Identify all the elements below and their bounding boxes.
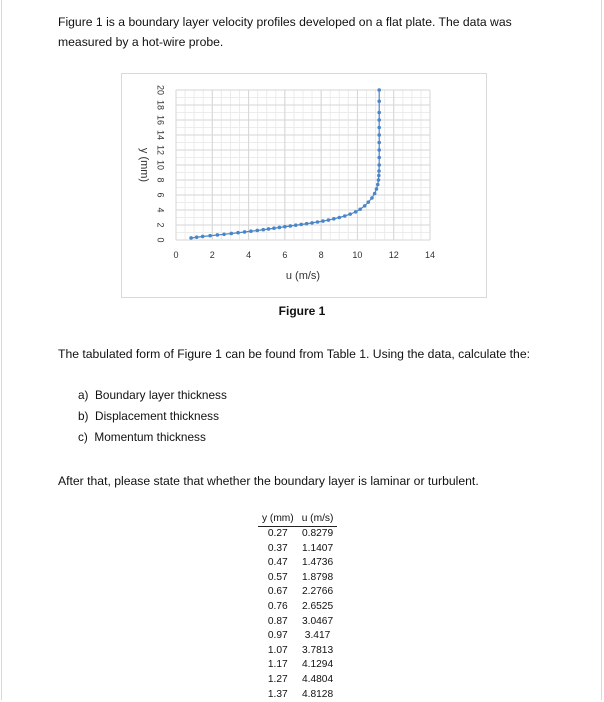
data-point	[321, 219, 325, 223]
y-tick-label: 8	[155, 177, 166, 183]
table-1	[258, 512, 337, 702]
data-point	[272, 226, 276, 230]
y-tick-label: 12	[155, 144, 166, 156]
data-point	[377, 88, 381, 92]
task-item: a) Boundary layer thickness	[78, 388, 227, 402]
y-tick-label: 10	[155, 159, 166, 171]
data-point	[377, 99, 381, 103]
x-axis-label: u (m/s)	[285, 270, 321, 282]
data-point	[332, 217, 336, 221]
data-point	[267, 227, 271, 231]
x-tick-label: 0	[173, 250, 179, 260]
data-point	[289, 224, 293, 228]
cell-y: 0.57	[267, 571, 288, 583]
data-point	[373, 192, 377, 196]
data-point	[376, 183, 380, 187]
data-point	[358, 207, 362, 211]
cell-u: 0.8279	[301, 528, 334, 539]
x-tick-label: 2	[209, 250, 215, 260]
table-row	[258, 644, 337, 659]
instruction-paragraph: After that, please state that whether the boundary layer is laminar or turbulent.	[58, 474, 479, 488]
x-tick-label: 10	[352, 250, 363, 260]
data-point	[261, 228, 265, 232]
cell-u: 3.417	[304, 630, 331, 642]
data-point	[305, 222, 309, 226]
figure-1-chart	[121, 73, 487, 298]
data-point	[377, 118, 381, 122]
table-row	[258, 585, 337, 600]
cell-u: 2.2766	[301, 586, 334, 598]
y-tick-label: 4	[155, 207, 166, 213]
table-row	[258, 658, 337, 673]
data-point	[195, 235, 199, 239]
table-row	[258, 600, 337, 615]
cell-y: 0.76	[267, 600, 288, 612]
y-axis-label: y (mm)	[138, 147, 151, 183]
cell-y: 1.07	[267, 644, 288, 656]
cell-u: 3.7813	[301, 644, 334, 656]
data-point	[294, 223, 298, 227]
table-row	[258, 673, 337, 688]
task-item: c) Momentum thickness	[78, 430, 206, 444]
data-point	[377, 111, 381, 115]
data-point	[327, 218, 331, 222]
page-edge-left	[1, 0, 2, 700]
cell-y: 0.27	[267, 528, 288, 539]
data-point	[367, 200, 371, 204]
data-point	[243, 230, 247, 234]
table-row	[258, 542, 337, 557]
data-point	[375, 187, 379, 191]
data-point	[283, 225, 287, 229]
data-point	[377, 169, 381, 173]
x-tick-label: 12	[388, 250, 399, 260]
data-point	[377, 133, 381, 137]
data-point	[354, 210, 358, 214]
x-tick-label: 4	[246, 250, 252, 260]
data-point	[377, 163, 381, 167]
cell-y: 0.47	[267, 557, 288, 569]
data-point	[316, 220, 320, 224]
data-point	[348, 212, 352, 216]
column-header-y: y (mm)	[258, 512, 298, 527]
task-item: b) Displacement thickness	[78, 409, 219, 423]
cell-y: 0.97	[267, 630, 288, 642]
x-tick-label: 8	[318, 250, 324, 260]
y-tick-label: 16	[155, 114, 166, 126]
column-header-u: u (m/s)	[298, 512, 338, 527]
cell-u: 4.4804	[301, 673, 334, 685]
cell-y: 1.27	[267, 673, 288, 685]
cell-u: 1.1407	[301, 542, 334, 554]
cell-y: 1.17	[267, 659, 288, 671]
data-point	[208, 234, 212, 238]
cell-y: 0.67	[267, 586, 288, 598]
task-list	[78, 385, 227, 448]
data-point	[363, 204, 367, 208]
table-intro-paragraph: The tabulated form of Figure 1 can be found from Table 1. Using the data, calculate the:	[58, 347, 530, 361]
y-tick-label: 0	[155, 237, 166, 243]
data-point	[249, 229, 253, 233]
data-point	[278, 226, 282, 230]
cell-u: 4.8128	[301, 688, 334, 700]
cell-u: 4.1294	[301, 659, 334, 671]
data-point	[377, 156, 381, 160]
table-row	[258, 615, 337, 630]
data-point	[310, 221, 314, 225]
data-point	[236, 231, 240, 235]
velocity-profile-plot	[122, 74, 486, 297]
cell-u: 2.6525	[301, 600, 334, 612]
data-point	[377, 178, 381, 182]
cell-y: 1.37	[267, 688, 288, 700]
data-point	[222, 233, 226, 237]
table-row	[258, 556, 337, 571]
table-row	[258, 571, 337, 586]
data-point	[216, 233, 220, 237]
page-edge-right	[601, 0, 602, 700]
intro-paragraph: Figure 1 is a boundary layer velocity profiles developed on a flat plate. The data was measured by a hot-wire probe.	[58, 15, 512, 49]
data-point	[377, 126, 381, 130]
table-row	[258, 629, 337, 644]
x-tick-label: 6	[282, 250, 288, 260]
y-tick-label: 6	[155, 192, 166, 198]
data-point	[370, 196, 374, 200]
x-tick-label: 14	[424, 250, 436, 260]
y-tick-label: 20	[155, 84, 166, 96]
cell-y: 0.37	[267, 542, 288, 554]
cell-u: 1.8798	[301, 571, 334, 583]
data-point	[201, 235, 205, 239]
table-row	[258, 527, 337, 542]
data-point	[337, 216, 341, 220]
data-point	[377, 174, 381, 178]
data-point	[255, 229, 259, 233]
y-tick-label: 2	[155, 222, 166, 228]
figure-caption: Figure 1	[278, 304, 326, 318]
table-header-row	[258, 512, 337, 527]
cell-y: 0.87	[267, 615, 288, 627]
cell-u: 3.0467	[301, 615, 334, 627]
data-point	[377, 141, 381, 145]
data-point	[189, 236, 193, 240]
y-tick-label: 18	[155, 99, 166, 111]
data-point	[377, 148, 381, 152]
data-point	[343, 214, 347, 218]
cell-u: 1.4736	[301, 557, 334, 569]
y-tick-label: 14	[155, 129, 166, 141]
data-point	[299, 223, 303, 227]
data-point	[230, 232, 234, 236]
